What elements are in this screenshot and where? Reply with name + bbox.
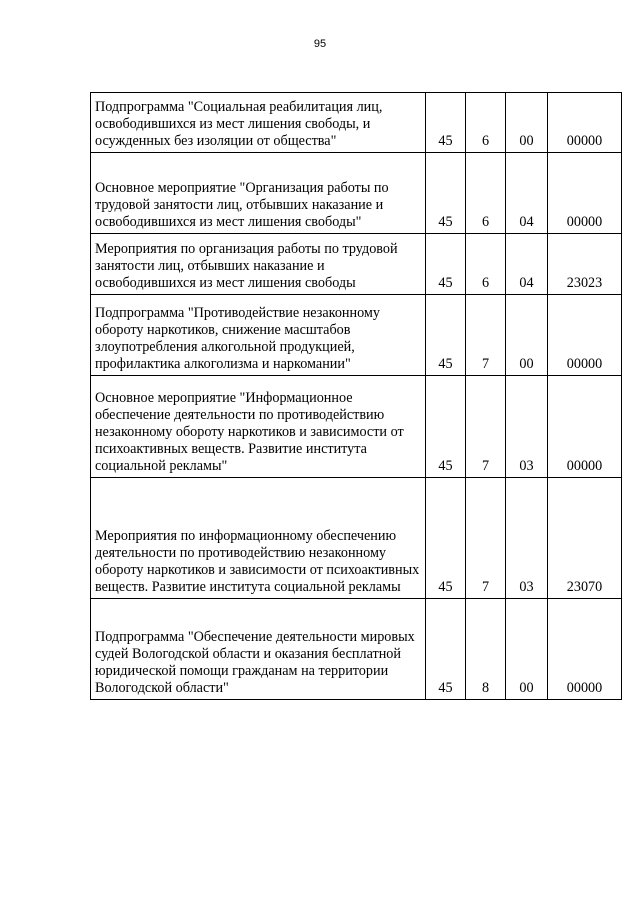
row-code-cell: 23023 bbox=[548, 234, 622, 295]
row-code-cell: 7 bbox=[466, 478, 506, 599]
row-code-cell: 03 bbox=[506, 376, 548, 478]
row-name-cell: Подпрограмма "Обеспечение деятельности мировых судей Вологодской области и оказания бесплатной юридической помощи гражданам на территории Вологодской области" bbox=[91, 599, 426, 700]
row-code-cell: 45 bbox=[426, 478, 466, 599]
table-row bbox=[91, 234, 622, 295]
row-code-cell: 45 bbox=[426, 295, 466, 376]
row-code-cell: 00000 bbox=[548, 295, 622, 376]
table-row bbox=[91, 376, 622, 478]
row-code-cell: 04 bbox=[506, 234, 548, 295]
row-code-cell: 00 bbox=[506, 93, 548, 153]
row-code-cell: 23070 bbox=[548, 478, 622, 599]
row-code-cell: 6 bbox=[466, 153, 506, 234]
table-row bbox=[91, 478, 622, 599]
row-code-cell: 7 bbox=[466, 376, 506, 478]
row-code-cell: 45 bbox=[426, 599, 466, 700]
row-code-cell: 45 bbox=[426, 153, 466, 234]
row-code-cell: 00000 bbox=[548, 153, 622, 234]
budget-table bbox=[90, 92, 622, 700]
row-code-cell: 45 bbox=[426, 93, 466, 153]
row-code-cell: 04 bbox=[506, 153, 548, 234]
row-name-cell: Подпрограмма "Социальная реабилитация лиц, освободившихся из мест лишения свободы, и осужденных без изоляции от общества" bbox=[91, 93, 426, 153]
row-code-cell: 03 bbox=[506, 478, 548, 599]
table-row bbox=[91, 295, 622, 376]
table-row bbox=[91, 153, 622, 234]
row-name-cell: Мероприятия по информационному обеспечению деятельности по противодействию незаконному обороту наркотиков и зависимости от психоактивных веществ. Развитие института социальной рекламы bbox=[91, 478, 426, 599]
row-code-cell: 00000 bbox=[548, 376, 622, 478]
row-name-cell: Основное мероприятие "Организация работы по трудовой занятости лиц, отбывших наказание и освободившихся из мест лишения свободы" bbox=[91, 153, 426, 234]
row-code-cell: 00000 bbox=[548, 93, 622, 153]
row-code-cell: 7 bbox=[466, 295, 506, 376]
row-code-cell: 00 bbox=[506, 295, 548, 376]
row-code-cell: 6 bbox=[466, 93, 506, 153]
table-row bbox=[91, 599, 622, 700]
page-number: 95 bbox=[313, 38, 327, 50]
row-code-cell: 00 bbox=[506, 599, 548, 700]
row-code-cell: 45 bbox=[426, 234, 466, 295]
row-code-cell: 45 bbox=[426, 376, 466, 478]
row-name-cell: Подпрограмма "Противодействие незаконному обороту наркотиков, снижение масштабов злоупотребления алкогольной продукцией, профилактика алкоголизма и наркомании" bbox=[91, 295, 426, 376]
row-code-cell: 6 bbox=[466, 234, 506, 295]
row-name-cell: Мероприятия по организация работы по трудовой занятости лиц, отбывших наказание и освободившихся из мест лишения свободы bbox=[91, 234, 426, 295]
row-name-cell: Основное мероприятие "Информационное обеспечение деятельности по противодействию незаконному обороту наркотиков и зависимости от психоактивных веществ. Развитие института социальной рекламы" bbox=[91, 376, 426, 478]
table-row bbox=[91, 93, 622, 153]
row-code-cell: 00000 bbox=[548, 599, 622, 700]
row-code-cell: 8 bbox=[466, 599, 506, 700]
